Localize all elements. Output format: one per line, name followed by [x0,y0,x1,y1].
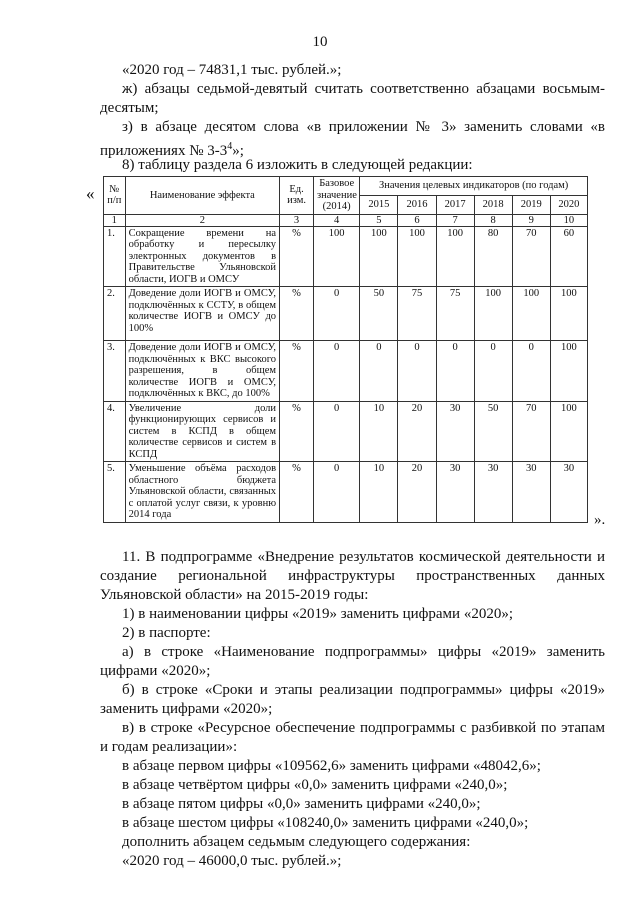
text-line-b7: в абзаце четвёртом цифры «0,0» заменить цифрами «240,0»; [122,777,508,793]
table-row [104,226,588,287]
row-effect-name: Уменьшение объёма расходов областного бюджета Ульяновской области, связанных с оплатой услуг связи, к уровню 2014 года [125,462,279,523]
header-year: 2019 [512,195,550,214]
header-year: 2017 [436,195,474,214]
row-value: 100 [550,341,587,402]
col-number: 10 [550,214,587,226]
row-unit: % [280,462,314,523]
table-row [104,401,588,462]
text-line-2: ж) абзацы седьмой-девятый считать соответственно абзацами восьмым-десятым; [100,81,605,116]
section-11-heading: 11. В подпрограмме «Внедрение результатов космической деятельности и создание региональной инфраструктуры пространственных данных Ульяновской области» на 2015-2019 годы: [100,549,605,603]
col-number: 4 [314,214,360,226]
text-line-b6: в абзаце первом цифры «109562,6» заменить цифрами «48042,6»; [122,758,541,774]
text-line-1: «2020 год – 74831,1 тыс. рублей.»; [122,62,342,78]
col-number: 1 [104,214,126,226]
text-line-b3: а) в строке «Наименование подпрограммы» цифры «2019» заменить цифрами «2020»; [100,644,605,679]
table-row [104,341,588,402]
page-number: 10 [312,34,328,50]
header-year: 2018 [474,195,512,214]
row-value: 50 [360,287,398,341]
row-value: 0 [512,341,550,402]
col-number: 6 [398,214,436,226]
row-base: 0 [314,341,360,402]
row-unit: % [280,287,314,341]
row-value: 60 [550,226,587,287]
table-row [104,287,588,341]
table-row [104,462,588,523]
row-value: 70 [512,226,550,287]
text-line-b8: в абзаце пятом цифры «0,0» заменить цифрами «240,0»; [122,796,481,812]
row-num: 3. [104,341,126,402]
table-quote-open: « [86,184,95,203]
row-num: 1. [104,226,126,287]
row-value: 30 [474,462,512,523]
col-number: 9 [512,214,550,226]
header-unit: Ед. изм. [280,177,314,215]
row-base: 100 [314,226,360,287]
row-value: 30 [436,462,474,523]
col-number: 3 [280,214,314,226]
row-value: 100 [436,226,474,287]
column-numbers-row [104,214,588,226]
row-value: 30 [436,401,474,462]
row-num: 5. [104,462,126,523]
row-effect-name: Увеличение доли функционирующих сервисов и систем в КСПД в общем количестве сервисов и систем в КСПД [125,401,279,462]
row-value: 30 [550,462,587,523]
col-number: 2 [125,214,279,226]
row-value: 75 [436,287,474,341]
row-value: 100 [360,226,398,287]
row-effect-name: Доведение доли ИОГВ и ОМСУ, подключённых к ВКС высокого разрешения, в общем количестве ИОГВ и ОМСУ, подключённых к ВКС, до 100% [125,341,279,402]
row-value: 0 [436,341,474,402]
col-number: 5 [360,214,398,226]
row-base: 0 [314,401,360,462]
row-unit: % [280,401,314,462]
text-line-b1: 1) в наименовании цифры «2019» заменить цифрами «2020»; [122,606,513,622]
row-value: 10 [360,462,398,523]
indicators-table [103,176,588,523]
row-value: 100 [398,226,436,287]
text-line-3-suffix: »; [232,143,244,159]
row-num: 4. [104,401,126,462]
row-unit: % [280,226,314,287]
row-value: 20 [398,462,436,523]
header-targets: Значения целевых индикаторов (по годам) [360,177,588,196]
row-value: 75 [398,287,436,341]
row-value: 10 [360,401,398,462]
col-number: 7 [436,214,474,226]
col-number: 8 [474,214,512,226]
text-line-b2: 2) в паспорте: [122,625,211,641]
row-value: 30 [512,462,550,523]
header-name: Наименование эффекта [125,177,279,215]
row-value: 100 [550,401,587,462]
text-line-4: 8) таблицу раздела 6 изложить в следующей редакции: [122,157,473,173]
header-base: Базовое значение (2014) [314,177,360,215]
header-num: № п/п [104,177,126,215]
row-value: 80 [474,226,512,287]
row-value: 20 [398,401,436,462]
row-unit: % [280,341,314,402]
text-line-b10: дополнить абзацем седьмым следующего содержания: [122,834,471,850]
row-base: 0 [314,462,360,523]
text-line-3 [100,118,605,161]
text-line-b5: в) в строке «Ресурсное обеспечение подпрограммы с разбивкой по этапам и годам реализации»: [100,720,605,755]
row-effect-name: Сокращение времени на обработку и пересылку электронных документов в Правительстве Ульяновской области, ИОГВ и ОМСУ [125,226,279,287]
header-year: 2020 [550,195,587,214]
table-quote-close: ». [594,512,606,528]
header-year: 2015 [360,195,398,214]
row-value: 50 [474,401,512,462]
row-value: 100 [512,287,550,341]
text-line-b9: в абзаце шестом цифры «108240,0» заменить цифрами «240,0»; [122,815,529,831]
row-value: 100 [550,287,587,341]
row-effect-name: Доведение доли ИОГВ и ОМСУ, подключённых к ССТУ, в общем количестве ИОГВ и ОМСУ до 100% [125,287,279,341]
row-value: 70 [512,401,550,462]
row-value: 0 [398,341,436,402]
row-base: 0 [314,287,360,341]
text-line-b4: б) в строке «Сроки и этапы реализации подпрограммы» цифры «2019» заменить цифрами «2020»; [100,682,605,717]
row-value: 0 [360,341,398,402]
row-value: 0 [474,341,512,402]
text-line-b11: «2020 год – 46000,0 тыс. рублей.»; [122,853,342,869]
superscript-4: 4 [227,141,233,152]
row-value: 100 [474,287,512,341]
text-line-3-main: з) в абзаце десятом слова «в приложении № 3» заменить словами «в приложениях № 3-3 [100,119,605,159]
header-year: 2016 [398,195,436,214]
row-num: 2. [104,287,126,341]
